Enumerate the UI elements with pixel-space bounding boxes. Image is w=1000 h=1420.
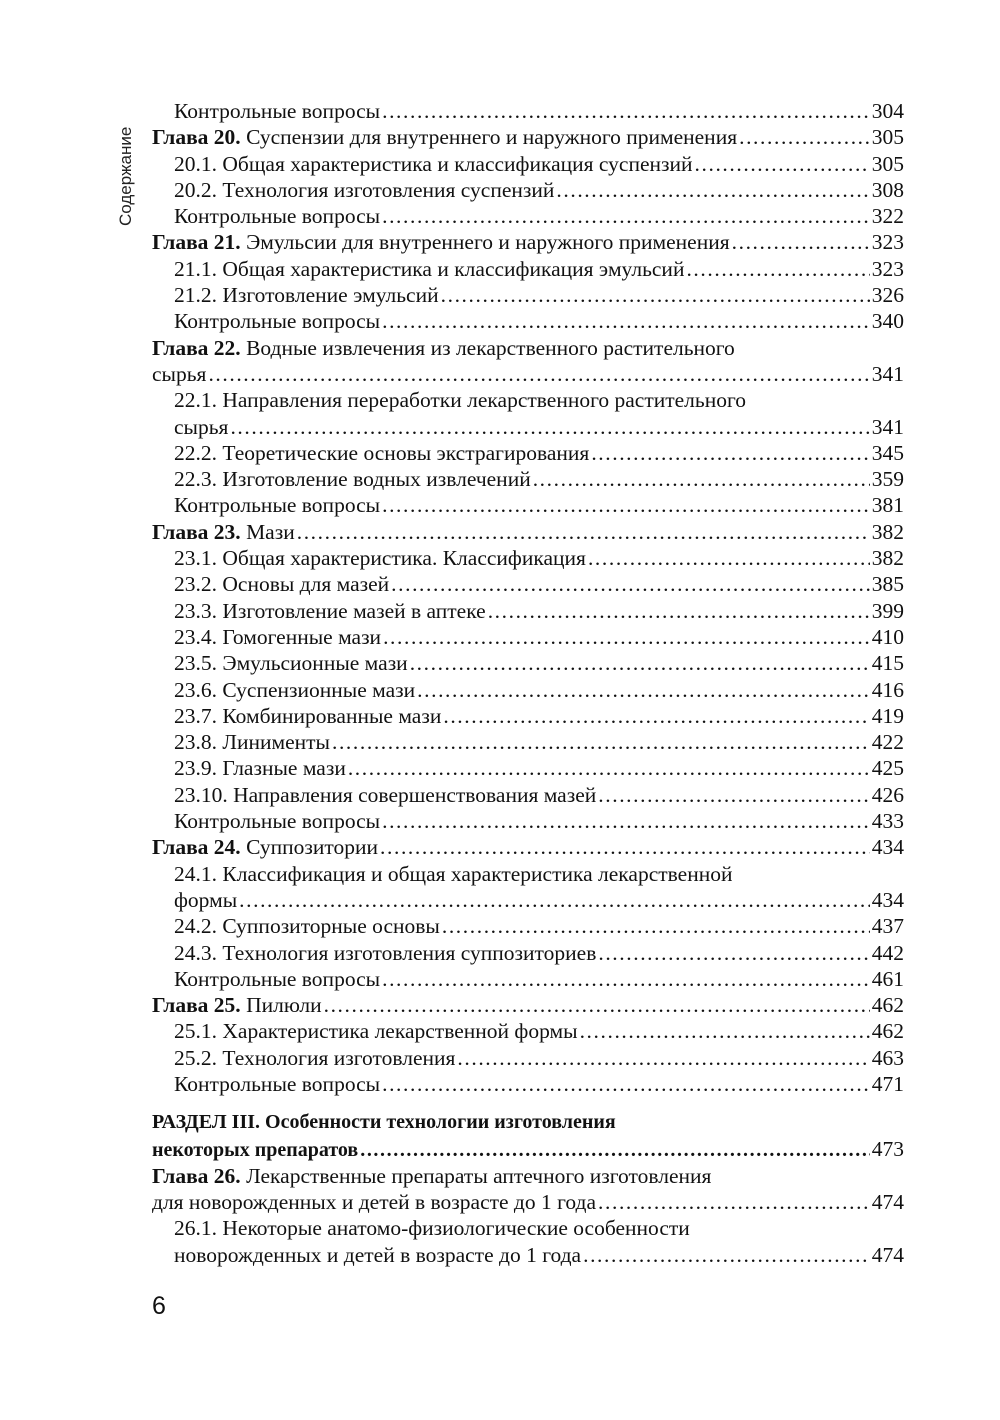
toc-entry bbox=[152, 729, 904, 755]
toc-leader-dots bbox=[443, 703, 869, 729]
toc-entry-title: Суппозитории bbox=[240, 835, 379, 860]
toc-page-number: 419 bbox=[871, 703, 904, 728]
toc-leader-dots bbox=[556, 177, 869, 203]
toc-page-number: 304 bbox=[871, 99, 904, 123]
toc-chapter-label: Глава 20. bbox=[152, 125, 241, 150]
toc-entry bbox=[152, 755, 904, 781]
toc-entry-title-cont: сырья bbox=[174, 414, 229, 439]
toc-entry-title: Пилюли bbox=[240, 993, 322, 1018]
toc-chapter-label: Глава 22. bbox=[152, 335, 241, 360]
toc-page-number: 305 bbox=[871, 125, 904, 150]
toc-page-number: 426 bbox=[871, 782, 904, 807]
toc-entry bbox=[152, 1018, 904, 1044]
toc-entry-title-line bbox=[152, 1109, 904, 1135]
toc-entry bbox=[152, 545, 904, 571]
toc-leader-dots bbox=[297, 519, 870, 545]
toc-leader-dots bbox=[695, 151, 870, 177]
toc-entry-text bbox=[174, 1045, 455, 1071]
toc-entry-title-cont: некоторых препаратов bbox=[152, 1138, 359, 1161]
toc-page-number: 340 bbox=[871, 309, 904, 334]
toc-entry-title: Водные извлечения из лекарственного растительного bbox=[240, 335, 735, 360]
toc-leader-dots bbox=[598, 782, 869, 808]
toc-page-number: 434 bbox=[871, 835, 904, 860]
toc-page-number: 422 bbox=[871, 730, 904, 755]
toc-entry-line bbox=[174, 466, 904, 492]
toc-entry-title: 24.2. Суппозиторные основы bbox=[174, 914, 440, 939]
toc-page-number: 341 bbox=[871, 361, 904, 386]
toc-entry-line bbox=[174, 151, 904, 177]
toc-leader-dots bbox=[382, 1071, 870, 1097]
toc-entry bbox=[152, 677, 904, 703]
toc-entry-title: 22.3. Изготовление водных извлечений bbox=[174, 467, 531, 492]
toc-leader-dots bbox=[410, 650, 870, 676]
toc-entry-line bbox=[152, 124, 904, 150]
toc-entry-line bbox=[174, 940, 904, 966]
toc-entry-continuation bbox=[152, 361, 904, 387]
toc-page-number: 434 bbox=[871, 887, 904, 912]
toc-entry-line bbox=[174, 677, 904, 703]
toc-entry-text bbox=[174, 466, 531, 492]
toc-leader-dots bbox=[382, 308, 870, 334]
toc-entry bbox=[152, 861, 904, 914]
toc-entry bbox=[152, 808, 904, 834]
toc-entry-title: 20.1. Общая характеристика и классификация суспензий bbox=[174, 151, 693, 176]
toc-page-number: 462 bbox=[871, 1019, 904, 1044]
toc-entry-title: 23.10. Направления совершенствования мазей bbox=[174, 782, 597, 807]
toc-page-number: 442 bbox=[871, 940, 904, 965]
toc-page-number: 382 bbox=[871, 546, 904, 571]
toc-entry-line bbox=[174, 256, 904, 282]
toc-entry-text bbox=[174, 624, 381, 650]
toc-entry-line bbox=[174, 545, 904, 571]
toc-leader-dots bbox=[533, 466, 870, 492]
toc-entry-line bbox=[174, 650, 904, 676]
toc-entry-title: 21.2. Изготовление эмульсий bbox=[174, 283, 439, 308]
toc-chapter-label: Глава 26. bbox=[152, 1163, 241, 1188]
toc-entry-text bbox=[174, 782, 596, 808]
toc-leader-dots bbox=[380, 834, 870, 860]
toc-leader-dots bbox=[382, 808, 870, 834]
toc-leader-dots bbox=[208, 361, 869, 387]
running-header bbox=[114, 98, 138, 230]
toc-entry-line bbox=[152, 519, 904, 545]
toc-entry-line bbox=[174, 98, 904, 124]
toc-section-entry bbox=[152, 1109, 904, 1163]
toc-entry-title-cont: формы bbox=[174, 887, 238, 912]
toc-entry-text bbox=[152, 519, 295, 545]
toc-entry-title: 26.1. Некоторые анатомо-физиологические особенности bbox=[174, 1216, 690, 1241]
toc-entry-line bbox=[174, 1045, 904, 1071]
toc-entry bbox=[152, 940, 904, 966]
toc-entry bbox=[152, 571, 904, 597]
toc-entry-text bbox=[174, 1071, 380, 1097]
toc-entry-title: 25.1. Характеристика лекарственной формы bbox=[174, 1019, 578, 1044]
running-header-text: Содержание bbox=[116, 126, 135, 226]
toc-entry-line bbox=[174, 203, 904, 229]
toc-entry bbox=[152, 440, 904, 466]
toc-entry-line bbox=[174, 624, 904, 650]
toc-chapter-entry bbox=[152, 124, 904, 150]
toc-entry-title: Контрольные вопросы bbox=[174, 204, 381, 229]
toc-entry-title: Лекарственные препараты аптечного изготовления bbox=[240, 1163, 712, 1188]
toc-leader-dots bbox=[391, 571, 870, 597]
toc-entry-title: 23.3. Изготовление мазей в аптеке bbox=[174, 598, 486, 623]
toc-entry-line bbox=[174, 492, 904, 518]
toc-entry-text bbox=[174, 545, 586, 571]
toc-entry-text bbox=[174, 440, 589, 466]
toc-page-number: 437 bbox=[871, 914, 904, 939]
toc-page-number: 359 bbox=[871, 467, 904, 492]
toc-entry bbox=[152, 387, 904, 440]
toc-entry-continuation bbox=[152, 1189, 904, 1215]
toc-entry-line bbox=[174, 177, 904, 203]
toc-entry-continuation bbox=[174, 1242, 904, 1268]
toc-entry-title: 22.2. Теоретические основы экстрагирования bbox=[174, 440, 590, 465]
toc-entry-text bbox=[174, 677, 415, 703]
toc-entry-text bbox=[174, 571, 389, 597]
toc-page-number: 463 bbox=[871, 1045, 904, 1070]
toc-entry-title: 24.1. Классификация и общая характеристика лекарственной bbox=[174, 861, 733, 886]
toc-entry-line bbox=[152, 229, 904, 255]
toc-leader-dots bbox=[360, 1137, 870, 1163]
toc-entry-title: Эмульсии для внутреннего и наружного применения bbox=[240, 230, 730, 255]
toc-entry-continuation bbox=[174, 414, 904, 440]
toc-page-number: 399 bbox=[871, 598, 904, 623]
toc-chapter-label: Глава 25. bbox=[152, 993, 241, 1018]
toc-entry-title-cont: сырья bbox=[152, 361, 207, 386]
toc-chapter-entry bbox=[152, 519, 904, 545]
toc-entry-line bbox=[174, 913, 904, 939]
toc-entry-title: Контрольные вопросы bbox=[174, 309, 381, 334]
toc-entry-line bbox=[174, 308, 904, 334]
toc-leader-dots bbox=[442, 913, 870, 939]
toc-leader-dots bbox=[588, 545, 870, 571]
toc-entry-title: 23.5. Эмульсионные мази bbox=[174, 651, 408, 676]
toc-page-number: 461 bbox=[871, 966, 904, 991]
toc-leader-dots bbox=[739, 124, 870, 150]
toc-page-number: 381 bbox=[871, 493, 904, 518]
toc-page-number: 345 bbox=[871, 440, 904, 465]
toc-entry-text bbox=[174, 177, 554, 203]
toc-leader-dots bbox=[686, 256, 869, 282]
toc-entry-line bbox=[152, 834, 904, 860]
toc-entry-title: 23.2. Основы для мазей bbox=[174, 572, 390, 597]
toc-entry bbox=[152, 177, 904, 203]
toc-page-number: 433 bbox=[871, 809, 904, 834]
toc-leader-dots bbox=[382, 98, 870, 124]
toc-entry-title: Контрольные вопросы bbox=[174, 493, 381, 518]
toc-entry-text bbox=[174, 98, 380, 124]
toc-page-number: 323 bbox=[871, 256, 904, 281]
toc-entry-line bbox=[174, 1018, 904, 1044]
toc-entry-line bbox=[174, 282, 904, 308]
toc-entry-text bbox=[174, 755, 346, 781]
toc-page-number: 341 bbox=[871, 414, 904, 439]
toc-leader-dots bbox=[382, 203, 870, 229]
toc-entry bbox=[152, 308, 904, 334]
toc-entry-title: 21.1. Общая характеристика и классификация эмульсий bbox=[174, 256, 685, 281]
toc-page-number: 462 bbox=[871, 993, 904, 1018]
toc-page-number: 305 bbox=[871, 151, 904, 176]
toc-page-number: 471 bbox=[871, 1071, 904, 1096]
toc-entry-title: Суспензии для внутреннего и наружного применения bbox=[240, 125, 738, 150]
toc-entry bbox=[152, 650, 904, 676]
toc-leader-dots bbox=[332, 729, 870, 755]
toc-entry bbox=[152, 1215, 904, 1268]
toc-chapter-entry bbox=[152, 229, 904, 255]
toc-entry-title: 23.1. Общая характеристика. Классификация bbox=[174, 546, 586, 571]
toc-leader-dots bbox=[382, 492, 870, 518]
table-of-contents bbox=[152, 98, 904, 1268]
toc-entry-text bbox=[174, 492, 380, 518]
toc-entry-title: Контрольные вопросы bbox=[174, 809, 381, 834]
toc-leader-dots bbox=[382, 966, 870, 992]
toc-chapter-entry bbox=[152, 992, 904, 1018]
toc-leader-dots bbox=[348, 755, 870, 781]
toc-entry-line bbox=[174, 571, 904, 597]
toc-entry-title: Контрольные вопросы bbox=[174, 966, 381, 991]
toc-entry-line bbox=[174, 598, 904, 624]
toc-entry-text bbox=[174, 808, 380, 834]
toc-entry-line bbox=[152, 992, 904, 1018]
toc-entry bbox=[152, 913, 904, 939]
toc-leader-dots bbox=[598, 940, 869, 966]
toc-entry-line bbox=[174, 808, 904, 834]
toc-entry-title: Мази bbox=[240, 519, 295, 544]
toc-entry-text bbox=[152, 124, 737, 150]
toc-page-number: 308 bbox=[871, 177, 904, 202]
toc-entry-line bbox=[174, 729, 904, 755]
toc-leader-dots bbox=[383, 624, 870, 650]
toc-page-number: 415 bbox=[871, 651, 904, 676]
toc-page-number: 474 bbox=[871, 1242, 904, 1267]
toc-entry-title: 25.2. Технология изготовления bbox=[174, 1045, 456, 1070]
toc-entry-title-line bbox=[152, 335, 904, 361]
toc-entry bbox=[152, 98, 904, 124]
toc-entry-line bbox=[174, 782, 904, 808]
toc-entry-title: Контрольные вопросы bbox=[174, 1071, 381, 1096]
toc-entry-text bbox=[174, 966, 380, 992]
toc-page-number: 416 bbox=[871, 677, 904, 702]
toc-entry-title-line bbox=[174, 387, 904, 413]
toc-entry-title-line bbox=[174, 861, 904, 887]
toc-entry-title-cont: для новорожденных и детей в возрасте до 1 года bbox=[152, 1190, 597, 1215]
toc-page-number: 323 bbox=[871, 230, 904, 255]
toc-entry-title-cont: новорожденных и детей в возрасте до 1 года bbox=[174, 1242, 582, 1267]
toc-leader-dots bbox=[488, 598, 870, 624]
toc-entry-title: Контрольные вопросы bbox=[174, 99, 381, 123]
toc-chapter-entry bbox=[152, 1163, 904, 1216]
toc-entry-title: 20.2. Технология изготовления суспензий bbox=[174, 177, 555, 202]
toc-entry-line bbox=[174, 1071, 904, 1097]
toc-entry bbox=[152, 966, 904, 992]
toc-entry bbox=[152, 466, 904, 492]
toc-entry bbox=[152, 1071, 904, 1097]
toc-leader-dots bbox=[583, 1242, 870, 1268]
toc-leader-dots bbox=[591, 440, 869, 466]
toc-leader-dots bbox=[230, 414, 869, 440]
toc-entry-title: 23.8. Линименты bbox=[174, 730, 330, 755]
toc-entry-text bbox=[152, 992, 322, 1018]
toc-chapter-label: Глава 23. bbox=[152, 519, 241, 544]
toc-chapter-label: Глава 24. bbox=[152, 835, 241, 860]
toc-entry-line bbox=[174, 755, 904, 781]
toc-entry-text bbox=[174, 203, 380, 229]
toc-entry-text bbox=[174, 151, 693, 177]
toc-entry bbox=[152, 1045, 904, 1071]
toc-leader-dots bbox=[457, 1045, 869, 1071]
toc-entry-title-line bbox=[152, 1163, 904, 1189]
toc-entry-title: 23.7. Комбинированные мази bbox=[174, 703, 442, 728]
toc-page-number: 473 bbox=[871, 1136, 904, 1161]
toc-leader-dots bbox=[441, 282, 870, 308]
toc-entry bbox=[152, 782, 904, 808]
toc-entry-text bbox=[174, 729, 330, 755]
toc-entry-text bbox=[152, 229, 730, 255]
toc-page-number: 425 bbox=[871, 756, 904, 781]
toc-page-number: 382 bbox=[871, 519, 904, 544]
toc-entry bbox=[152, 598, 904, 624]
toc-chapter-entry bbox=[152, 834, 904, 860]
toc-leader-dots bbox=[598, 1189, 870, 1215]
toc-entry-title: 22.1. Направления переработки лекарственного растительного bbox=[174, 388, 746, 413]
toc-entry-text bbox=[174, 308, 380, 334]
toc-entry-text bbox=[174, 598, 486, 624]
toc-page-number: 385 bbox=[871, 572, 904, 597]
toc-entry-line bbox=[174, 966, 904, 992]
toc-entry bbox=[152, 203, 904, 229]
toc-page-number: 474 bbox=[871, 1190, 904, 1215]
toc-entry-title: 24.3. Технология изготовления суппозиториев bbox=[174, 940, 597, 965]
toc-entry bbox=[152, 282, 904, 308]
toc-leader-dots bbox=[417, 677, 870, 703]
toc-entry bbox=[152, 151, 904, 177]
toc-entry-continuation bbox=[152, 1136, 904, 1163]
toc-entry-line bbox=[174, 440, 904, 466]
toc-entry-title: 23.4. Гомогенные мази bbox=[174, 624, 382, 649]
toc-entry-text bbox=[174, 913, 440, 939]
toc-entry-title-line bbox=[174, 1215, 904, 1241]
toc-chapter-entry bbox=[152, 335, 904, 388]
toc-leader-dots bbox=[732, 229, 870, 255]
toc-chapter-label: Глава 21. bbox=[152, 230, 241, 255]
toc-entry bbox=[152, 624, 904, 650]
toc-entry bbox=[152, 256, 904, 282]
toc-entry bbox=[152, 492, 904, 518]
toc-entry-text bbox=[152, 834, 378, 860]
toc-page-number: 410 bbox=[871, 624, 904, 649]
toc-page-number: 322 bbox=[871, 204, 904, 229]
toc-page-number: 326 bbox=[871, 283, 904, 308]
toc-entry-line bbox=[174, 703, 904, 729]
toc-entry-title: 23.9. Глазные мази bbox=[174, 756, 346, 781]
toc-leader-dots bbox=[580, 1018, 870, 1044]
toc-entry-title: 23.6. Суспензионные мази bbox=[174, 677, 416, 702]
toc-entry-title: РАЗДЕЛ III. Особенности технологии изготовления bbox=[152, 1111, 616, 1134]
page-number: 6 bbox=[152, 1292, 166, 1320]
toc-entry-text bbox=[174, 703, 441, 729]
toc-entry-text bbox=[174, 940, 596, 966]
toc-entry-text bbox=[174, 256, 684, 282]
toc-entry-continuation bbox=[174, 887, 904, 913]
toc-entry-text bbox=[174, 1018, 578, 1044]
toc-entry-text bbox=[174, 650, 408, 676]
toc-entry-text bbox=[174, 282, 439, 308]
toc-leader-dots bbox=[239, 887, 870, 913]
toc-entry bbox=[152, 703, 904, 729]
toc-leader-dots bbox=[324, 992, 870, 1018]
